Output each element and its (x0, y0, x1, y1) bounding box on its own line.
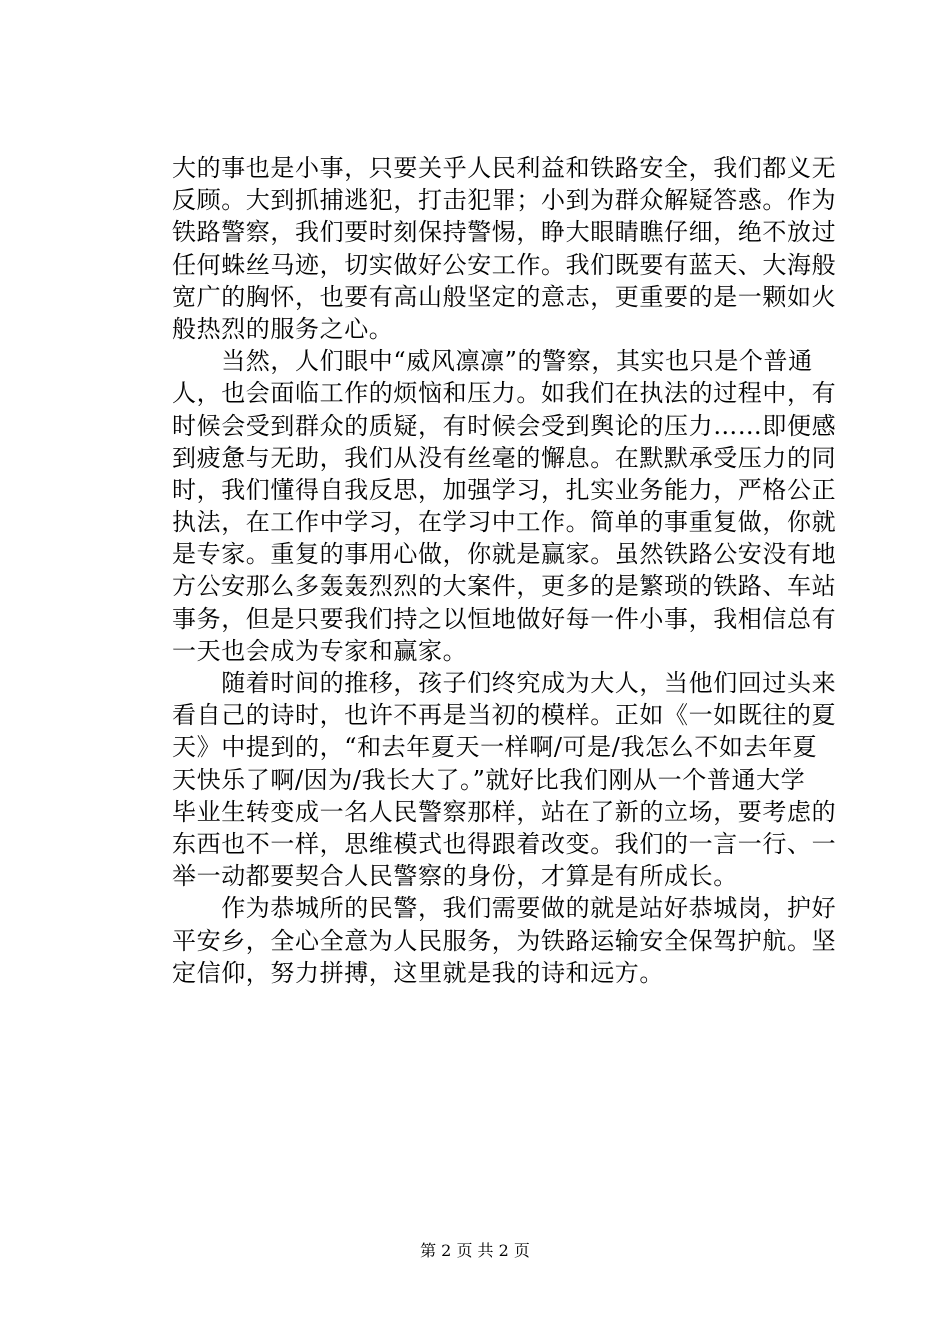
text-line: 反顾。大到抓捕逃犯，打击犯罪；小到为群众解疑答惑。作为 (172, 186, 837, 215)
text-line: 定信仰，努力拼搏，这里就是我的诗和远方。 (172, 958, 664, 987)
text-line: 铁路警察，我们要时刻保持警惕，睁大眼睛瞧仔细，绝不放过 (172, 218, 837, 247)
text-line: 人，也会面临工作的烦恼和压力。如我们在执法的过程中，有 (172, 379, 837, 408)
text-line: 平安乡，全心全意为人民服务，为铁路运输安全保驾护航。坚 (172, 926, 837, 955)
text-line: 事务，但是只要我们持之以恒地做好每一件小事，我相信总有 (172, 604, 837, 633)
text-line: 执法，在工作中学习，在学习中工作。简单的事重复做，你就 (172, 508, 837, 537)
page-number-footer: 第 2 页 共 2 页 (420, 1241, 530, 1260)
text-line: 时，我们懂得自我反思，加强学习，扎实业务能力，严格公正 (172, 475, 837, 504)
text-line: 当然，人们眼中“威风凛凛”的警察，其实也只是个普通 (172, 347, 813, 376)
text-line: 天》中提到的，“和去年夏天一样啊/可是/我怎么不如去年夏 (172, 733, 818, 762)
text-line: 是专家。重复的事用心做，你就是赢家。虽然铁路公安没有地 (172, 540, 837, 569)
text-line: 毕业生转变成一名人民警察那样，站在了新的立场，要考虑的 (172, 797, 837, 826)
text-line: 随着时间的推移，孩子们终究成为大人，当他们回过头来 (172, 669, 837, 697)
text-line: 看自己的诗时，也许不再是当初的模样。正如《一如既往的夏 (172, 701, 837, 730)
text-line: 大的事也是小事，只要关乎人民利益和铁路安全，我们都义无 (172, 154, 837, 182)
text-line: 时候会受到群众的质疑，有时候会受到舆论的压力……即便感 (172, 411, 837, 440)
text-line: 东西也不一样，思维模式也得跟着改变。我们的一言一行、一 (172, 829, 837, 858)
text-line: 一天也会成为专家和赢家。 (172, 636, 468, 665)
text-line: 天快乐了啊/因为/我长大了。”就好比我们刚从一个普通大学 (172, 765, 806, 794)
text-line: 举一动都要契合人民警察的身份，才算是有所成长。 (172, 862, 738, 891)
body-text (172, 152, 837, 989)
text-line: 到疲惫与无助，我们从没有丝毫的懈息。在默默承受压力的同 (172, 443, 837, 472)
text-line: 方公安那么多轰轰烈烈的大案件，更多的是繁琐的铁路、车站 (172, 572, 837, 601)
text-line: 宽广的胸怀，也要有高山般坚定的意志，更重要的是一颗如火 (172, 282, 837, 311)
text-line: 任何蛛丝马迹，切实做好公安工作。我们既要有蓝天、大海般 (172, 250, 837, 279)
text-line: 般热烈的服务之心。 (172, 314, 394, 343)
text-line: 作为恭城所的民警，我们需要做的就是站好恭城岗，护好 (172, 894, 837, 923)
